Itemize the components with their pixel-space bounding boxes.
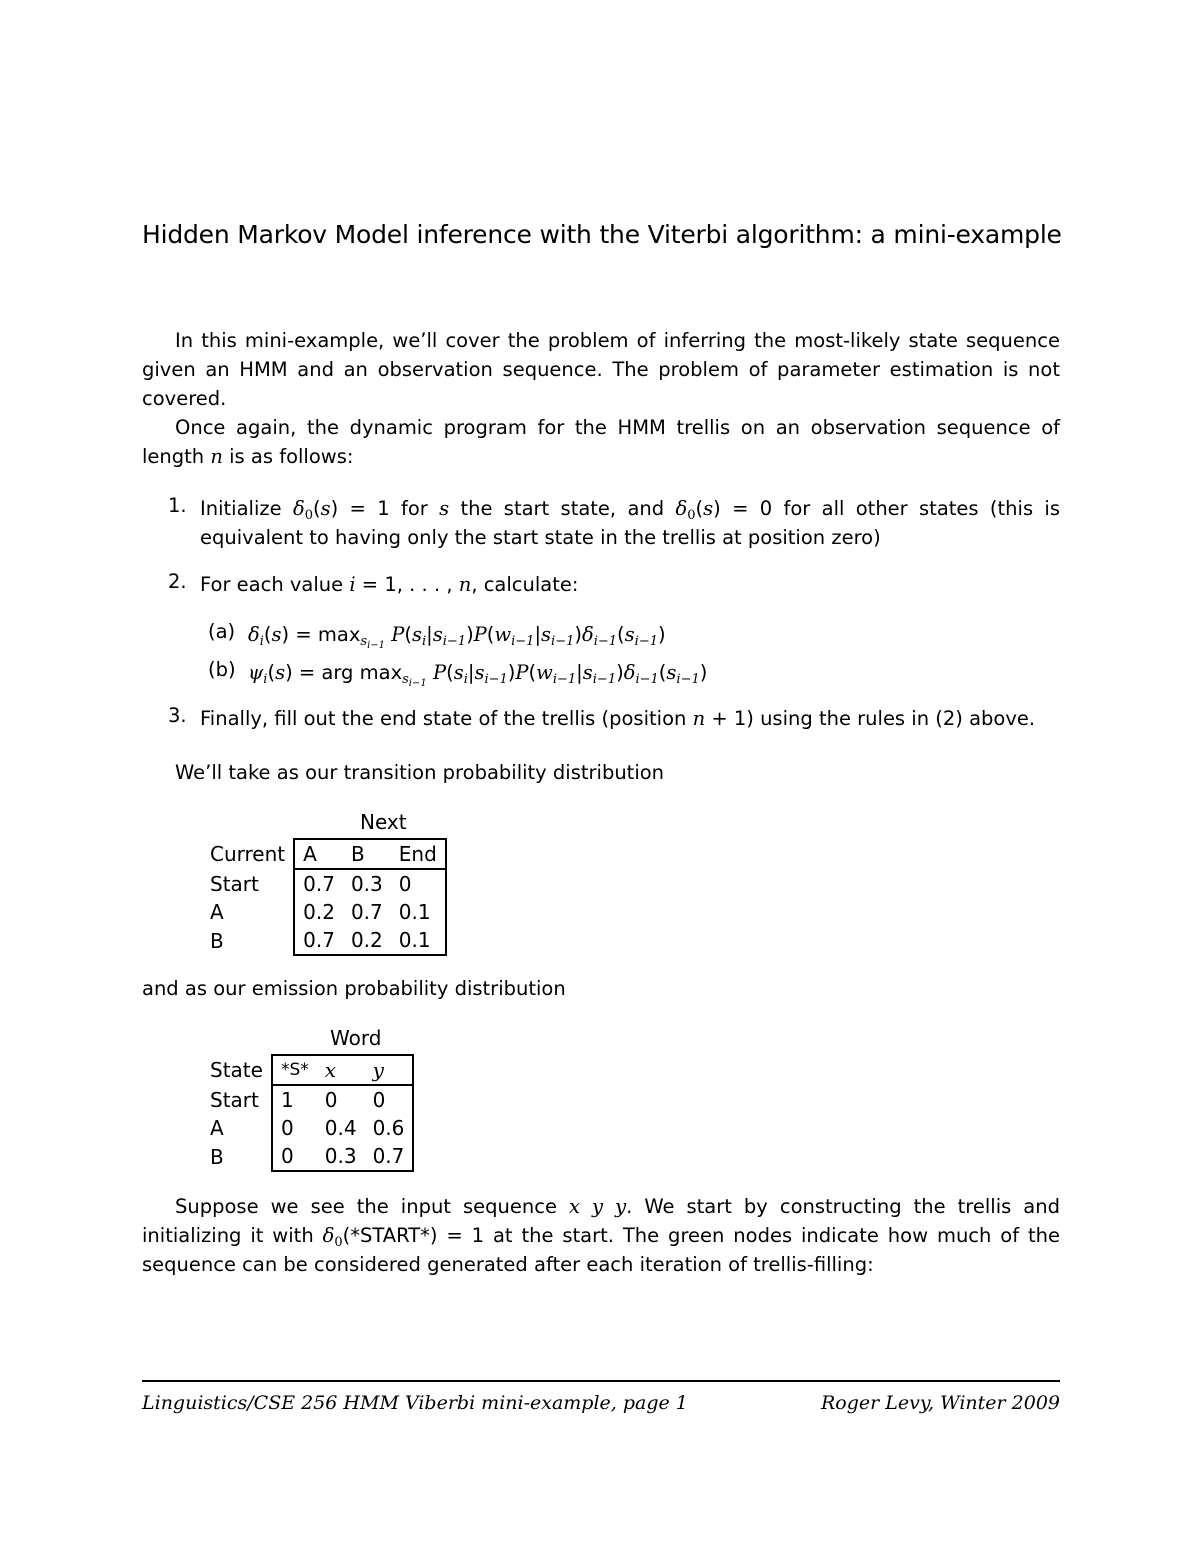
emission-table (202, 1054, 414, 1172)
transition-row-label: B (202, 926, 294, 955)
step-2-text: For each value i = 1, . . . , n, calculate: (200, 573, 579, 596)
emission-cell: 0 (324, 1088, 338, 1112)
emission-cell: 0.6 (365, 1114, 414, 1142)
transition-row-label: Start (202, 869, 294, 898)
dynamic-program-paragraph: Once again, the dynamic program for the HMM trellis on an observation sequence of length n is as follows: (142, 416, 1060, 468)
emission-cell: 0 (365, 1085, 414, 1114)
emission-row-header: State (202, 1055, 272, 1085)
emission-row-label: A (202, 1114, 272, 1142)
transition-cell: 0.1 (391, 898, 446, 926)
step-2a-label: (a) (208, 620, 236, 643)
footer-left: Linguistics/CSE 256 HMM Viberbi mini-example, page 1 (142, 1392, 688, 1414)
step-3-text: Finally, fill out the end state of the trellis (position n + 1) using the rules in (2) above. (200, 707, 1036, 730)
step-3-number: 3. (168, 704, 187, 727)
step-1-text: Initialize $\delta_0(s) = 1$ for s the start state, and $\delta_0(s) = 0$ for all other states (this is equivalent to having only the start state in the trellis at position zero) (200, 497, 1061, 549)
transition-cell: 0.7 (350, 900, 383, 924)
emission-cell: 0 (272, 1142, 317, 1171)
step-2-number: 2. (168, 570, 187, 593)
transition-cell: 0.7 (303, 872, 335, 896)
transition-cell: 0.2 (343, 926, 391, 955)
emission-caption: Word (330, 1026, 382, 1050)
step-2b-label: (b) (208, 658, 236, 681)
emission-cell: 0.7 (365, 1142, 414, 1171)
emission-cell: 1 (280, 1088, 294, 1112)
transition-cell: 0 (391, 869, 446, 898)
transition-table (202, 838, 447, 956)
transition-cell: 0.7 (294, 926, 343, 955)
transition-col-header: B (343, 839, 391, 869)
transition-intro: We’ll take as our transition probability distribution (175, 761, 665, 784)
transition-cell: 0.2 (303, 900, 335, 924)
emission-col-header: x (317, 1055, 365, 1085)
emission-intro: and as our emission probability distribution (142, 977, 566, 1000)
transition-cell: 0.3 (350, 872, 383, 896)
emission-col-header: *S* (272, 1055, 317, 1085)
emission-col-header: y (365, 1055, 414, 1085)
emission-row-label: Start (202, 1085, 272, 1114)
step-2b-formula: $\psi_i(s)$ = arg $\max_{s_{i-1}} P(s_i|s_{i-1})P(w_{i-1}|s_{i-1})\delta_{i-1}(s_{i-1})$ (248, 661, 708, 689)
footer-rule (142, 1380, 1060, 1382)
intro-paragraph: In this mini-example, we’ll cover the problem of inferring the most-likely state sequence given an HMM and an observation sequence. The problem of parameter estimation is not covered. (142, 329, 1060, 410)
emission-cell: 0.4 (324, 1116, 357, 1140)
transition-row-label: A (202, 898, 294, 926)
step-1-number: 1. (168, 494, 187, 517)
footer-right: Roger Levy, Winter 2009 (820, 1392, 1060, 1414)
transition-col-header: End (391, 839, 446, 869)
step-2a-formula: $\delta_i(s) = \max_{s_{i-1}} P(s_i|s_{i-1})P(w_{i-1}|s_{i-1})\delta_{i-1}(s_{i-1})$ (248, 623, 666, 651)
transition-cell: 0.1 (391, 926, 446, 955)
emission-row-label: B (202, 1142, 272, 1171)
document-title: Hidden Markov Model inference with the Viterbi algorithm: a mini-example (142, 220, 1062, 249)
transition-col-header: A (294, 839, 343, 869)
emission-cell: 0.3 (317, 1142, 365, 1171)
transition-row-header: Current (202, 839, 294, 869)
trellis-paragraph: Suppose we see the input sequence x y y. We start by constructing the trellis and initializing it with $\delta_0(*START*) = 1$ at the start. The green nodes indicate how much of the sequence can be considered generated after each iteration of trellis-filling: (142, 1195, 1060, 1276)
transition-caption: Next (360, 810, 407, 834)
emission-cell: 0 (280, 1116, 294, 1140)
